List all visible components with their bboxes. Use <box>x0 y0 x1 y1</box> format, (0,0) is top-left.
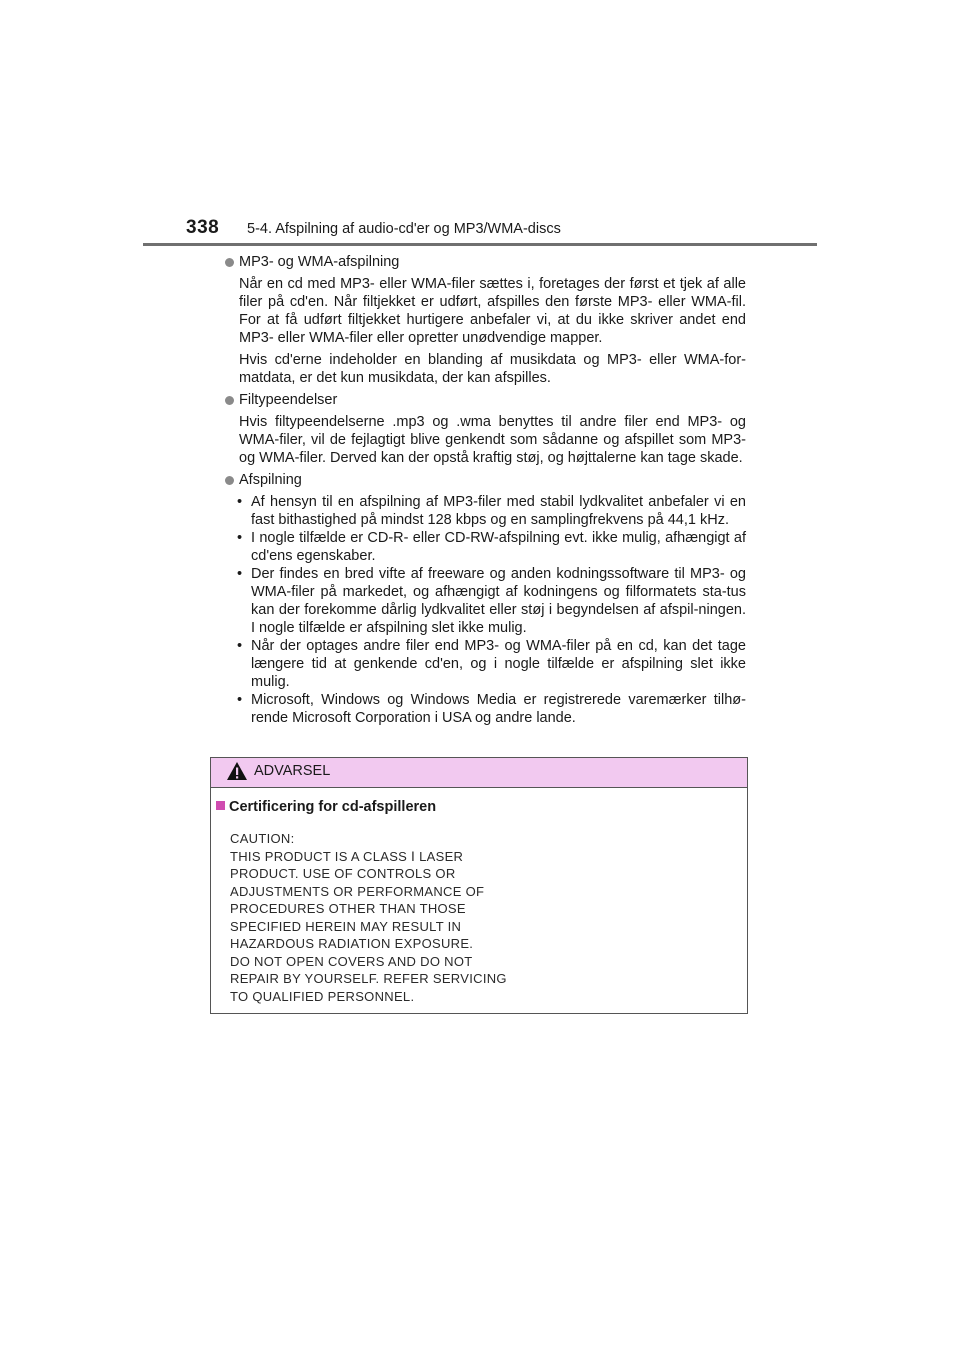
warning-label: ADVARSEL <box>254 763 331 779</box>
list-item: • I nogle tilfælde er CD-R- eller CD-RW-afspilning evt. ikke mulig, afhængigt af cd'ens egenskaber. <box>237 530 746 564</box>
caution-line: SPECIFIED HEREIN MAY RESULT IN <box>230 918 462 934</box>
bullet-dot-icon <box>225 476 234 485</box>
caution-line: CAUTION: <box>230 831 295 846</box>
caution-line: DO NOT OPEN COVERS AND DO NOT <box>230 953 473 969</box>
caution-line: HAZARDOUS RADIATION EXPOSURE. <box>230 936 474 951</box>
playback-list <box>224 493 746 727</box>
list-item: • Når der optages andre filer end MP3- og WMA-filer på en cd, kan det tage længere tid at genkende cd'en, og i nogle tilfælde er afspilning slet ikke mulig. <box>237 638 746 690</box>
bullet-heading-file-extensions: Filtypeendelser <box>224 391 746 409</box>
caution-line: PROCEDURES OTHER THAN THOSE <box>230 901 466 916</box>
caution-line: THIS PRODUCT IS A CLASS Ⅰ LASER <box>230 848 464 864</box>
warning-box <box>210 757 748 1014</box>
paragraph: Når en cd med MP3- eller WMA-filer sættes i, foretages der først et tjek af alle filer på cd'en. Når filtjekket er udført, afspilles den første MP3- eller WMA-fil. For at få udført filtjekket hurtigere anbefaler vi, at du ikke skriver andet end MP3- eller WMA-filer eller opretter unødvendige mapper. <box>239 276 746 346</box>
section-square-icon <box>216 801 225 810</box>
caution-label-text <box>230 830 507 1005</box>
list-item: • Der findes en bred vifte af freeware og anden kodningssoftware til MP3- og WMA-filer på markedet, og afhængigt af kodningens og filformatets sta-tus kan der forekomme dårlig lydkvalitet eller støj i begyndelsen af afspil-ningen. I nogle tilfælde er afspilning slet ikke mulig. <box>237 566 746 636</box>
warning-triangle-icon <box>226 761 248 781</box>
paragraph: Hvis cd'erne indeholder en blanding af musikdata og MP3- eller WMA-for-matdata, er det kun musikdata, der kan afspilles. <box>239 352 746 386</box>
list-item: • Af hensyn til en afspilning af MP3-filer med stabil lydkvalitet anbefaler vi en fast bithastighed på mindst 128 kbps og en samplingfrekvens på 44,1 kHz. <box>237 494 746 528</box>
section-title: 5-4. Afspilning af audio-cd'er og MP3/WMA-discs <box>247 221 561 237</box>
paragraph: Hvis filtypeendelserne .mp3 og .wma benyttes til andre filer end MP3- og WMA-filer, vil de fejlagtigt blive genkendt som sådanne og afspillet som MP3- og WMA-filer. Derved kan der opstå kraftig støj, og højttalerne kan tage skade. <box>239 414 746 466</box>
page-number: 338 <box>186 217 220 238</box>
bullet-heading-playback: Afspilning <box>224 471 746 489</box>
bullet-dot-icon <box>225 258 234 267</box>
caution-line: TO QUALIFIED PERSONNEL. <box>230 988 415 1004</box>
list-item: • Microsoft, Windows og Windows Media er registrerede varemærker tilhø-rende Microsoft Corporation i USA og andre lande. <box>237 692 746 726</box>
bullet-heading-mp3-wma: MP3- og WMA-afspilning <box>224 253 746 271</box>
caution-line: ADJUSTMENTS OR PERFORMANCE OF <box>230 883 485 899</box>
bullet-dot-icon <box>225 396 234 405</box>
warning-header <box>211 758 747 788</box>
main-content <box>224 253 746 727</box>
caution-line: REPAIR BY YOURSELF. REFER SERVICING <box>230 971 507 986</box>
caution-line: PRODUCT. USE OF CONTROLS OR <box>230 866 456 881</box>
warning-section-title: Certificering for cd-afspilleren <box>216 799 436 815</box>
header-rule <box>143 243 817 246</box>
